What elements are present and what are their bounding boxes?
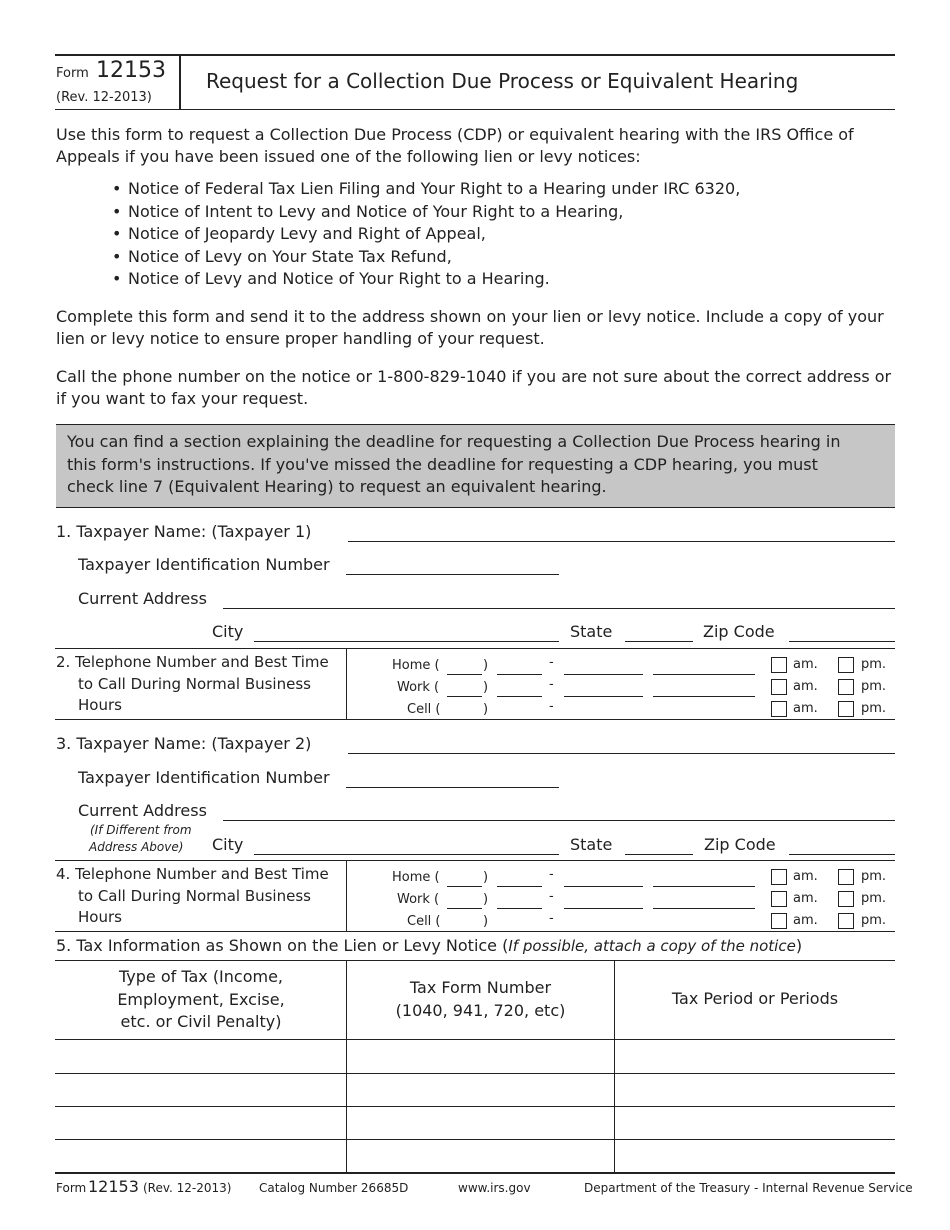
footer-website: www.irs.gov bbox=[458, 1181, 531, 1195]
different-address-note-line1: (If Different from bbox=[90, 823, 192, 837]
phone2-home-am-label: am. bbox=[793, 869, 818, 884]
phone1-home-best-time-field[interactable] bbox=[653, 674, 755, 675]
tax-type-header-line: Type of Tax (Income, bbox=[118, 967, 284, 986]
phone1-label-line3: Hours bbox=[78, 696, 122, 714]
phone1-work-paren: ) bbox=[483, 680, 489, 695]
phone1-home-line-number-field[interactable] bbox=[564, 674, 643, 675]
header-divider bbox=[179, 56, 181, 110]
taxpayer2-state-field[interactable] bbox=[625, 854, 693, 855]
different-address-note-line2: Address Above) bbox=[89, 840, 184, 854]
taxpayer1-state-field[interactable] bbox=[625, 641, 693, 642]
phone2-cell-dash: - bbox=[549, 911, 554, 926]
notice-list-item: • Notice of Levy and Notice of Your Right to a Hearing. bbox=[112, 268, 892, 291]
phone2-work-line-number-field[interactable] bbox=[564, 908, 643, 909]
tax-type-cell[interactable] bbox=[56, 1074, 345, 1105]
tax-type-cell[interactable] bbox=[56, 1040, 345, 1072]
phone2-home-am-checkbox[interactable] bbox=[771, 869, 787, 885]
phone2-home-line-number-field[interactable] bbox=[564, 886, 643, 887]
phone1-home-prefix-field[interactable] bbox=[497, 674, 542, 675]
notice-list-item: • Notice of Federal Tax Lien Filing and Your Right to a Hearing under IRC 6320, bbox=[112, 178, 892, 201]
phone1-home-pm-checkbox[interactable] bbox=[838, 657, 854, 673]
taxpayer2-tin-label: Taxpayer Identification Number bbox=[78, 768, 330, 787]
tax-info-heading-note: If possible, attach a copy of the notice bbox=[508, 937, 796, 955]
tax-form-number-cell[interactable] bbox=[347, 1107, 613, 1138]
phone2-home-area-code-field[interactable] bbox=[447, 886, 482, 887]
phone2-cell-paren: ) bbox=[483, 914, 489, 929]
phone1-cell-am-label: am. bbox=[793, 701, 818, 716]
notice-list-item: • Notice of Intent to Levy and Notice of Your Right to a Hearing, bbox=[112, 201, 892, 224]
phone1-work-prefix-field[interactable] bbox=[497, 696, 542, 697]
tax-type-header-line: Employment, Excise, bbox=[117, 989, 285, 1009]
phone1-work-am-checkbox[interactable] bbox=[771, 679, 787, 695]
phone1-work-area-code-field[interactable] bbox=[447, 696, 482, 697]
phone2-home-prefix-field[interactable] bbox=[497, 886, 542, 887]
phone1-home-paren: ) bbox=[483, 658, 489, 673]
intro-text: Use this form to request a Collection Due Process (CDP) or equivalent hearing with the IRS Office of Appeals if you have been issued one of the following lien or levy notices: bbox=[56, 125, 854, 166]
taxpayer1-name-field[interactable] bbox=[348, 541, 895, 542]
tax-period-header: Tax Period or Periods bbox=[671, 989, 839, 1008]
phone2-work-area-code-field[interactable] bbox=[447, 908, 482, 909]
tax-form-number-cell[interactable] bbox=[347, 1074, 613, 1105]
phone2-work-pm-checkbox[interactable] bbox=[838, 891, 854, 907]
phone1-work-label: Work ( bbox=[397, 680, 440, 695]
taxpayer1-city-label: City bbox=[212, 622, 244, 641]
phone1-divider bbox=[346, 648, 347, 720]
phone2-label-line1: 4. Telephone Number and Best Time bbox=[56, 865, 329, 883]
phone2-cell-pm-label: pm. bbox=[861, 913, 887, 928]
taxpayer2-city-field[interactable] bbox=[254, 854, 559, 855]
phone1-home-area-code-field[interactable] bbox=[447, 674, 482, 675]
phone2-cell-am-checkbox[interactable] bbox=[771, 913, 787, 929]
phone1-home-label: Home ( bbox=[392, 658, 440, 673]
phone2-work-am-label: am. bbox=[793, 891, 818, 906]
phone1-cell-label: Cell ( bbox=[407, 702, 441, 717]
call-instructions: Call the phone number on the notice or 1-800-829-1040 if you are not sure about the correct address or if you want to fax your request. bbox=[56, 367, 892, 408]
taxpayer1-tin-field[interactable] bbox=[346, 574, 559, 575]
tax-info-heading-end: ) bbox=[795, 936, 803, 955]
taxpayer1-name-label: 1. Taxpayer Name: (Taxpayer 1) bbox=[56, 522, 312, 541]
phone1-home-am-label: am. bbox=[793, 657, 818, 672]
phone2-divider bbox=[346, 860, 347, 932]
taxpayer2-name-field[interactable] bbox=[348, 753, 895, 754]
phone1-work-dash: - bbox=[549, 677, 554, 692]
phone1-cell-pm-label: pm. bbox=[861, 701, 887, 716]
taxpayer2-tin-field[interactable] bbox=[346, 787, 559, 788]
deadline-notice-box bbox=[56, 424, 895, 508]
tax-period-cell[interactable] bbox=[615, 1140, 895, 1171]
phone1-label-line1: 2. Telephone Number and Best Time bbox=[56, 653, 329, 671]
phone1-cell-pm-checkbox[interactable] bbox=[838, 701, 854, 717]
phone2-label-line3: Hours bbox=[78, 908, 122, 926]
phone1-work-line-number-field[interactable] bbox=[564, 696, 643, 697]
tax-form-number-cell[interactable] bbox=[347, 1040, 613, 1072]
phone2-top-rule bbox=[55, 860, 895, 861]
phone1-label-line2: to Call During Normal Business bbox=[78, 675, 311, 693]
tax-type-header-line: etc. or Civil Penalty) bbox=[120, 1012, 282, 1031]
taxpayer1-zip-label: Zip Code bbox=[703, 622, 775, 641]
header-top-rule bbox=[55, 54, 895, 56]
phone2-label-line2: to Call During Normal Business bbox=[78, 887, 311, 905]
tax-table-top-rule bbox=[55, 960, 895, 961]
taxpayer2-state-label: State bbox=[570, 835, 613, 854]
form-number: 12153 bbox=[96, 58, 166, 83]
phone1-cell-am-checkbox[interactable] bbox=[771, 701, 787, 717]
phone1-top-rule bbox=[55, 648, 895, 649]
deadline-notice-text: You can find a section explaining the deadline for requesting a Collection Due Process hearing in this form's instructions. If you've missed the deadline for requesting a CDP hearing, you must check line 7 (Equivalent Hearing) to request an equivalent hearing. bbox=[67, 432, 841, 496]
taxpayer2-address-field[interactable] bbox=[223, 820, 895, 821]
phone1-home-am-checkbox[interactable] bbox=[771, 657, 787, 673]
notice-list-item: • Notice of Levy on Your State Tax Refund, bbox=[112, 246, 892, 269]
taxpayer1-address-label: Current Address bbox=[78, 589, 207, 608]
phone2-cell-label: Cell ( bbox=[407, 914, 441, 929]
footer-rule bbox=[55, 1172, 895, 1174]
taxpayer1-state-label: State bbox=[570, 622, 613, 641]
phone1-bottom-rule bbox=[55, 719, 895, 720]
phone2-home-paren: ) bbox=[483, 870, 489, 885]
phone1-home-dash: - bbox=[549, 655, 554, 670]
phone2-bottom-rule bbox=[55, 931, 895, 932]
notice-list bbox=[112, 178, 892, 291]
phone2-work-best-time-field[interactable] bbox=[653, 908, 755, 909]
phone2-work-prefix-field[interactable] bbox=[497, 908, 542, 909]
notice-list-item: • Notice of Jeopardy Levy and Right of Appeal, bbox=[112, 223, 892, 246]
taxpayer2-address-label: Current Address bbox=[78, 801, 207, 820]
form-revision: (Rev. 12-2013) bbox=[56, 90, 152, 105]
tax-form-number-header bbox=[347, 977, 614, 1022]
taxpayer2-zip-label: Zip Code bbox=[704, 835, 776, 854]
tax-type-cell[interactable] bbox=[56, 1107, 345, 1138]
footer-form-prefix: Form bbox=[56, 1181, 87, 1195]
taxpayer2-city-label: City bbox=[212, 835, 244, 854]
phone2-cell-pm-checkbox[interactable] bbox=[838, 913, 854, 929]
phone1-work-pm-checkbox[interactable] bbox=[838, 679, 854, 695]
footer-form-number: 12153 bbox=[88, 1177, 139, 1196]
form-prefix: Form bbox=[56, 66, 89, 81]
tax-period-cell[interactable] bbox=[615, 1040, 895, 1072]
phone2-work-paren: ) bbox=[483, 892, 489, 907]
complete-instructions: Complete this form and send it to the address shown on your lien or levy notice. Include a copy of your lien or levy notice to ensure proper handling of your request. bbox=[56, 307, 884, 348]
taxpayer1-city-field[interactable] bbox=[254, 641, 559, 642]
header-bottom-rule bbox=[55, 109, 895, 110]
tax-form-number-cell[interactable] bbox=[347, 1140, 613, 1171]
phone2-work-pm-label: pm. bbox=[861, 891, 887, 906]
tax-info-heading bbox=[56, 936, 802, 955]
phone1-cell-paren: ) bbox=[483, 702, 489, 717]
tax-info-heading-text: 5. Tax Information as Shown on the Lien or Levy Notice ( bbox=[56, 936, 509, 955]
footer-revision: (Rev. 12-2013) bbox=[143, 1181, 232, 1195]
phone1-work-am-label: am. bbox=[793, 679, 818, 694]
phone2-home-best-time-field[interactable] bbox=[653, 886, 755, 887]
taxpayer2-zip-field[interactable] bbox=[789, 854, 895, 855]
phone2-cell-am-label: am. bbox=[793, 913, 818, 928]
phone1-home-pm-label: pm. bbox=[861, 657, 887, 672]
taxpayer1-zip-field[interactable] bbox=[789, 641, 895, 642]
tax-type-header bbox=[56, 966, 346, 1034]
form-title: Request for a Collection Due Process or Equivalent Hearing bbox=[206, 69, 799, 93]
phone2-home-label: Home ( bbox=[392, 870, 440, 885]
tax-form-number-header-line: Tax Form Number bbox=[409, 978, 552, 997]
phone1-work-best-time-field[interactable] bbox=[653, 696, 755, 697]
phone1-work-pm-label: pm. bbox=[861, 679, 887, 694]
taxpayer1-address-field[interactable] bbox=[223, 608, 895, 609]
phone2-home-pm-checkbox[interactable] bbox=[838, 869, 854, 885]
tax-period-cell[interactable] bbox=[615, 1074, 895, 1105]
tax-form-number-header-line: (1040, 941, 720, etc) bbox=[395, 1000, 566, 1020]
tax-period-cell[interactable] bbox=[615, 1107, 895, 1138]
taxpayer2-name-label: 3. Taxpayer Name: (Taxpayer 2) bbox=[56, 734, 312, 753]
phone2-work-am-checkbox[interactable] bbox=[771, 891, 787, 907]
phone2-work-label: Work ( bbox=[397, 892, 440, 907]
tax-type-cell[interactable] bbox=[56, 1140, 345, 1171]
taxpayer1-tin-label: Taxpayer Identification Number bbox=[78, 555, 330, 574]
footer-catalog-number: Catalog Number 26685D bbox=[259, 1181, 409, 1195]
phone2-home-pm-label: pm. bbox=[861, 869, 887, 884]
phone1-cell-dash: - bbox=[549, 699, 554, 714]
phone2-home-dash: - bbox=[549, 867, 554, 882]
phone2-work-dash: - bbox=[549, 889, 554, 904]
footer-department: Department of the Treasury - Internal Revenue Service bbox=[584, 1181, 913, 1195]
